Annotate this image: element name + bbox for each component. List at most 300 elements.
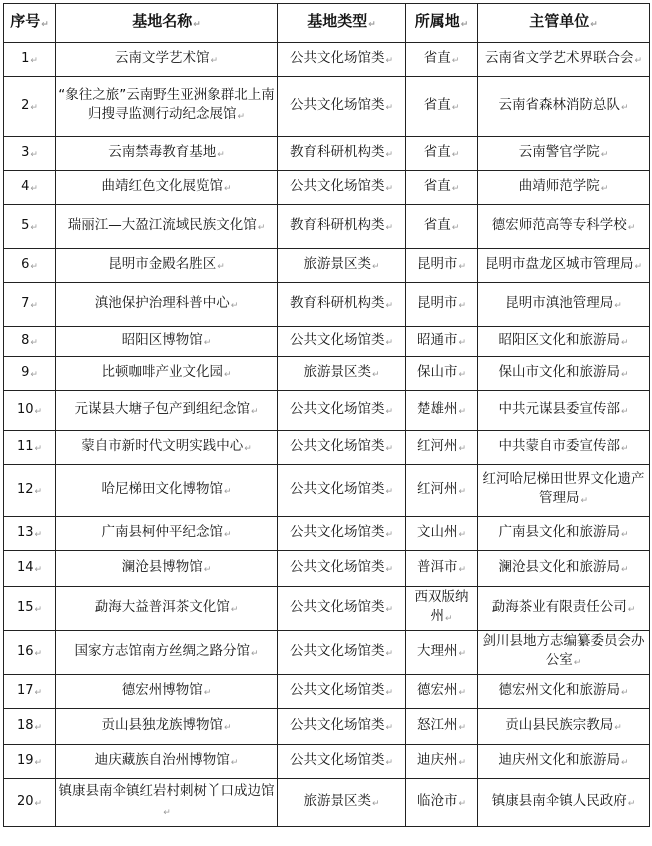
row-base-type-cell <box>278 77 406 137</box>
paragraph-mark: ↵ <box>458 486 467 497</box>
paragraph-mark: ↵ <box>458 261 467 272</box>
row-region-cell <box>406 779 478 827</box>
row-index-cell <box>4 675 56 709</box>
row-authority-text: 中共元谋县委宣传部 <box>498 400 620 417</box>
row-base-name-cell <box>56 631 278 675</box>
row-region-cell <box>406 631 478 675</box>
row-base-type-text: 公共文化场馆类 <box>289 751 385 768</box>
row-base-type-text: 教育科研机构类 <box>289 143 385 160</box>
paragraph-mark: ↵ <box>620 337 629 348</box>
row-region-cell <box>406 709 478 745</box>
paragraph-mark: ↵ <box>614 722 622 733</box>
row-base-name-text: 镇康县南伞镇红岩村刺树丫口成边馆 <box>58 783 275 799</box>
row-base-type-text: 公共文化场馆类 <box>289 558 385 575</box>
row-index-text: 19 <box>16 752 34 768</box>
paragraph-mark: ↵ <box>385 722 394 733</box>
paragraph-mark: ↵ <box>444 614 453 624</box>
row-base-name-cell <box>56 517 278 551</box>
row-region-cell <box>406 205 478 249</box>
row-index-text: 2 <box>21 97 30 113</box>
row-base-type-cell <box>278 745 406 779</box>
table-row <box>4 171 650 205</box>
paragraph-mark: ↵ <box>30 261 38 272</box>
row-region-text: 省直 <box>423 49 451 66</box>
row-region-text: 省直 <box>423 143 451 160</box>
row-region-text: 德宏州 <box>416 681 458 698</box>
row-authority-cell <box>478 43 650 77</box>
row-authority-cell <box>478 779 650 827</box>
row-authority-cell <box>478 675 650 709</box>
row-base-name-text: 国家方志馆南方丝绸之路分馆 <box>74 642 250 659</box>
table-row <box>4 249 650 283</box>
row-region-text: 西双版纳州 <box>414 589 469 624</box>
paragraph-mark: ↵ <box>385 102 394 113</box>
row-index-text: 18 <box>16 717 34 733</box>
paragraph-mark: ↵ <box>217 261 225 272</box>
row-authority-cell <box>478 77 650 137</box>
row-base-name-cell <box>56 675 278 709</box>
row-index-text: 6 <box>21 256 30 272</box>
row-authority-cell <box>478 517 650 551</box>
row-base-type-text: 公共文化场馆类 <box>289 480 385 497</box>
row-index-text: 4 <box>21 178 30 194</box>
row-base-type-cell <box>278 779 406 827</box>
row-index-cell <box>4 465 56 517</box>
row-index-cell <box>4 709 56 745</box>
row-authority-text: 昭阳区文化和旅游局 <box>498 331 620 348</box>
row-authority-cell <box>478 745 650 779</box>
row-authority-text: 昆明市盘龙区城市管理局 <box>484 255 634 272</box>
row-index-cell <box>4 631 56 675</box>
row-base-name-cell <box>56 283 278 327</box>
paragraph-mark: ↵ <box>223 722 232 733</box>
row-base-type-text: 公共文化场馆类 <box>289 49 385 66</box>
document-table-container <box>3 3 650 827</box>
row-region-cell <box>406 171 478 205</box>
paragraph-mark: ↵ <box>458 443 467 454</box>
paragraph-mark: ↵ <box>34 798 43 809</box>
table-row <box>4 709 650 745</box>
paragraph-mark: ↵ <box>385 443 394 454</box>
paragraph-mark: ↵ <box>614 300 622 311</box>
row-base-name-cell <box>56 357 278 391</box>
row-index-text: 20 <box>16 793 34 809</box>
row-base-type-cell <box>278 709 406 745</box>
paragraph-mark: ↵ <box>203 337 212 348</box>
paragraph-mark: ↵ <box>30 149 38 160</box>
row-base-type-text: 公共文化场馆类 <box>289 642 385 659</box>
row-base-name-cell <box>56 327 278 357</box>
row-region-cell <box>406 283 478 327</box>
row-base-type-cell <box>278 587 406 631</box>
paragraph-mark: ↵ <box>458 406 467 417</box>
row-region-text: 红河州 <box>416 437 458 454</box>
row-base-type-cell <box>278 465 406 517</box>
paragraph-mark: ↵ <box>451 55 460 66</box>
row-index-cell <box>4 249 56 283</box>
paragraph-mark: ↵ <box>385 183 394 194</box>
row-base-type-cell <box>278 205 406 249</box>
row-base-type-text: 公共文化场馆类 <box>289 331 385 348</box>
paragraph-mark: ↵ <box>600 183 609 194</box>
row-authority-cell <box>478 249 650 283</box>
row-authority-text: 勐海茶业有限责任公司 <box>491 598 627 615</box>
row-authority-cell <box>478 587 650 631</box>
paragraph-mark: ↵ <box>34 687 43 698</box>
row-index-cell <box>4 327 56 357</box>
row-index-cell <box>4 43 56 77</box>
paragraph-mark: ↵ <box>385 564 394 575</box>
row-base-name-text: 曲靖红色文化展览馆 <box>101 177 223 194</box>
row-base-name-text: 元谋县大塘子包产到组纪念馆 <box>74 400 250 417</box>
row-base-type-text: 教育科研机构类 <box>289 294 385 311</box>
row-authority-cell <box>478 283 650 327</box>
row-authority-text: 广南县文化和旅游局 <box>498 523 620 540</box>
row-index-cell <box>4 551 56 587</box>
paragraph-mark: ↵ <box>244 443 252 454</box>
row-base-name-text: 云南文学艺术馆 <box>114 49 210 66</box>
paragraph-mark: ↵ <box>203 687 212 698</box>
row-index-cell <box>4 745 56 779</box>
row-base-type-cell <box>278 431 406 465</box>
row-region-cell <box>406 551 478 587</box>
row-index-text: 9 <box>21 364 30 380</box>
row-index-cell <box>4 517 56 551</box>
row-region-text: 楚雄州 <box>416 400 458 417</box>
row-base-type-text: 旅游景区类 <box>303 363 371 380</box>
paragraph-mark: ↵ <box>230 604 239 615</box>
row-index-text: 5 <box>21 217 30 233</box>
paragraph-mark: ↵ <box>30 55 38 66</box>
table-row <box>4 675 650 709</box>
row-region-text: 文山州 <box>416 523 458 540</box>
paragraph-mark: ↵ <box>385 757 394 768</box>
paragraph-mark: ↵ <box>371 261 380 272</box>
table-row <box>4 43 650 77</box>
row-authority-text: 保山市文化和旅游局 <box>498 363 620 380</box>
row-base-type-text: 旅游景区类 <box>303 792 371 809</box>
paragraph-mark: ↵ <box>230 300 239 311</box>
paragraph-mark: ↵ <box>458 687 467 698</box>
paragraph-mark: ↵ <box>458 648 467 659</box>
table-row <box>4 517 650 551</box>
table-row <box>4 587 650 631</box>
row-authority-cell <box>478 205 650 249</box>
table-row <box>4 283 650 327</box>
paragraph-mark: ↵ <box>34 529 43 540</box>
paragraph-mark: ↵ <box>451 222 460 233</box>
table-row <box>4 327 650 357</box>
table-row <box>4 431 650 465</box>
row-region-cell <box>406 517 478 551</box>
row-base-name-text: 广南县柯仲平纪念馆 <box>101 523 223 540</box>
header-index: 序号↵ <box>4 4 56 43</box>
paragraph-mark: ↵ <box>620 443 629 454</box>
row-region-text: 大理州 <box>416 642 458 659</box>
paragraph-mark: ↵ <box>600 149 609 160</box>
paragraph-mark: ↵ <box>385 687 394 698</box>
row-base-name-cell <box>56 551 278 587</box>
row-region-text: 红河州 <box>416 480 458 497</box>
row-authority-cell <box>478 391 650 431</box>
paragraph-mark: ↵ <box>458 529 467 540</box>
row-base-type-cell <box>278 171 406 205</box>
row-base-name-text: 云南禁毒教育基地 <box>108 143 217 160</box>
row-base-name-text: 德宏州博物馆 <box>121 681 203 698</box>
row-base-name-cell <box>56 205 278 249</box>
row-region-cell <box>406 43 478 77</box>
row-index-cell <box>4 357 56 391</box>
table-row <box>4 779 650 827</box>
paragraph-mark: ↵ <box>34 564 43 575</box>
row-authority-text: 德宏州文化和旅游局 <box>498 681 620 698</box>
row-region-text: 昆明市 <box>416 294 458 311</box>
row-base-name-cell <box>56 137 278 171</box>
paragraph-mark: ↵ <box>34 486 43 497</box>
header-base-name: 基地名称↵ <box>56 4 278 43</box>
row-base-name-text: 迪庆藏族自治州博物馆 <box>94 751 230 768</box>
table-row <box>4 357 650 391</box>
paragraph-mark: ↵ <box>30 102 38 113</box>
paragraph-mark: ↵ <box>451 149 460 160</box>
paragraph-mark: ↵ <box>223 486 232 497</box>
row-base-name-cell <box>56 745 278 779</box>
row-authority-text: 澜沧县文化和旅游局 <box>498 558 620 575</box>
row-base-name-cell <box>56 587 278 631</box>
row-base-name-text: 昆明市金殿名胜区 <box>108 255 217 272</box>
row-base-name-cell <box>56 465 278 517</box>
paragraph-mark: ↵ <box>30 300 38 311</box>
paragraph-mark: ↵ <box>30 183 38 194</box>
row-base-name-text: 哈尼梯田文化博物馆 <box>101 480 223 497</box>
header-authority: 主管单位↵ <box>478 4 650 43</box>
paragraph-mark: ↵ <box>203 564 212 575</box>
row-region-cell <box>406 675 478 709</box>
paragraph-mark: ↵ <box>210 55 219 66</box>
row-region-cell <box>406 745 478 779</box>
paragraph-mark: ↵ <box>385 604 394 615</box>
paragraph-mark: ↵ <box>451 183 460 194</box>
paragraph-mark: ↵ <box>250 406 259 417</box>
header-region: 所属地↵ <box>406 4 478 43</box>
row-authority-cell <box>478 431 650 465</box>
row-base-name-text: 昭阳区博物馆 <box>121 331 203 348</box>
row-base-type-text: 教育科研机构类 <box>289 216 385 233</box>
paragraph-mark: ↵ <box>34 604 43 615</box>
paragraph-mark: ↵ <box>458 757 467 768</box>
row-region-cell <box>406 587 478 631</box>
row-authority-cell <box>478 631 650 675</box>
row-base-type-text: 公共文化场馆类 <box>289 177 385 194</box>
row-region-cell <box>406 465 478 517</box>
row-base-type-cell <box>278 551 406 587</box>
paragraph-mark: ↵ <box>34 722 43 733</box>
row-base-name-cell <box>56 779 278 827</box>
row-base-type-cell <box>278 283 406 327</box>
row-authority-cell <box>478 137 650 171</box>
row-region-text: 昆明市 <box>416 255 458 272</box>
header-base-type: 基地类型↵ <box>278 4 406 43</box>
paragraph-mark: ↵ <box>458 798 467 809</box>
paragraph-mark: ↵ <box>257 222 266 233</box>
row-region-text: 保山市 <box>416 363 458 380</box>
row-base-type-cell <box>278 43 406 77</box>
paragraph-mark: ↵ <box>385 55 394 66</box>
paragraph-mark: ↵ <box>458 564 467 575</box>
row-region-text: 省直 <box>423 96 451 113</box>
paragraph-mark: ↵ <box>620 369 629 380</box>
row-authority-text: 德宏师范高等专科学校 <box>491 216 627 233</box>
paragraph-mark: ↵ <box>34 648 43 659</box>
paragraph-mark: ↵ <box>620 102 629 113</box>
paragraph-mark: ↵ <box>634 261 643 272</box>
row-region-cell <box>406 249 478 283</box>
paragraph-mark: ↵ <box>223 183 232 194</box>
paragraph-mark: ↵ <box>385 529 394 540</box>
table-row <box>4 745 650 779</box>
row-authority-cell <box>478 327 650 357</box>
row-index-text: 13 <box>16 524 34 540</box>
paragraph-mark: ↵ <box>217 149 225 160</box>
row-index-text: 12 <box>16 481 34 497</box>
paragraph-mark: ↵ <box>34 443 43 454</box>
row-region-text: 怒江州 <box>416 716 458 733</box>
table-row <box>4 551 650 587</box>
paragraph-mark: ↵ <box>620 564 629 575</box>
row-authority-text: 剑川县地方志编纂委员会办公室 <box>482 633 645 668</box>
table-body <box>4 43 650 827</box>
paragraph-mark: ↵ <box>620 757 629 768</box>
row-base-type-cell <box>278 675 406 709</box>
paragraph-mark: ↵ <box>385 300 394 311</box>
paragraph-mark: ↵ <box>385 486 394 497</box>
paragraph-mark: ↵ <box>627 604 636 615</box>
table-row <box>4 391 650 431</box>
row-index-text: 15 <box>16 599 34 615</box>
paragraph-mark: ↵ <box>458 300 467 311</box>
row-base-name-text: “象往之旅”云南野生亚洲象群北上南归搜寻监测行动纪念展馆 <box>58 87 275 122</box>
row-authority-cell <box>478 551 650 587</box>
row-region-text: 昭通市 <box>416 331 458 348</box>
row-region-text: 普洱市 <box>416 558 458 575</box>
paragraph-mark: ↵ <box>634 55 643 66</box>
table-header-row <box>4 4 650 43</box>
row-base-type-text: 公共文化场馆类 <box>289 523 385 540</box>
paragraph-mark: ↵ <box>30 369 38 380</box>
row-index-cell <box>4 77 56 137</box>
row-index-text: 3 <box>21 144 30 160</box>
paragraph-mark: ↵ <box>30 337 38 348</box>
paragraph-mark: ↵ <box>458 722 467 733</box>
paragraph-mark: ↵ <box>451 102 460 113</box>
row-index-cell <box>4 391 56 431</box>
row-index-text: 17 <box>16 682 34 698</box>
row-base-name-text: 贡山县独龙族博物馆 <box>101 716 223 733</box>
paragraph-mark: ↵ <box>223 369 232 380</box>
row-index-text: 1 <box>21 50 30 66</box>
row-base-type-cell <box>278 327 406 357</box>
paragraph-mark: ↵ <box>385 406 394 417</box>
paragraph-mark: ↵ <box>34 757 43 768</box>
row-base-type-cell <box>278 517 406 551</box>
row-base-type-text: 公共文化场馆类 <box>289 96 385 113</box>
row-authority-cell <box>478 357 650 391</box>
row-region-text: 临沧市 <box>416 792 458 809</box>
row-index-text: 7 <box>21 295 30 311</box>
paragraph-mark: ↵ <box>250 648 259 659</box>
row-index-cell <box>4 431 56 465</box>
row-authority-text: 曲靖师范学院 <box>518 177 600 194</box>
paragraph-mark: ↵ <box>627 798 636 809</box>
paragraph-mark: ↵ <box>385 222 394 233</box>
row-base-name-text: 瑞丽江—大盈江流域民族文化馆 <box>67 216 257 233</box>
paragraph-mark: ↵ <box>34 406 43 417</box>
row-index-text: 11 <box>16 438 34 454</box>
paragraph-mark: ↵ <box>627 222 636 233</box>
paragraph-mark: ↵ <box>458 337 467 348</box>
row-authority-text: 迪庆州文化和旅游局 <box>498 751 620 768</box>
row-authority-text: 贡山县民族宗教局 <box>505 716 614 733</box>
row-base-type-text: 公共文化场馆类 <box>289 400 385 417</box>
row-region-cell <box>406 431 478 465</box>
row-index-cell <box>4 587 56 631</box>
row-index-text: 8 <box>21 332 30 348</box>
row-region-cell <box>406 137 478 171</box>
row-base-name-cell <box>56 431 278 465</box>
paragraph-mark: ↵ <box>385 337 394 348</box>
row-region-cell <box>406 77 478 137</box>
paragraph-mark: ↵ <box>371 369 380 380</box>
row-base-type-text: 公共文化场馆类 <box>289 681 385 698</box>
paragraph-mark: ↵ <box>230 757 239 768</box>
row-index-cell <box>4 137 56 171</box>
row-base-type-cell <box>278 631 406 675</box>
row-base-name-text: 蒙自市新时代文明实践中心 <box>81 437 244 454</box>
row-base-name-cell <box>56 171 278 205</box>
table-row <box>4 631 650 675</box>
education-base-table <box>3 3 650 827</box>
row-region-text: 迪庆州 <box>416 751 458 768</box>
row-base-name-cell <box>56 43 278 77</box>
row-authority-cell <box>478 465 650 517</box>
row-authority-cell <box>478 171 650 205</box>
paragraph-mark: ↵ <box>458 369 467 380</box>
paragraph-mark: ↵ <box>573 658 582 668</box>
row-region-text: 省直 <box>423 216 451 233</box>
row-authority-text: 镇康县南伞镇人民政府 <box>491 792 627 809</box>
row-base-name-cell <box>56 391 278 431</box>
paragraph-mark: ↵ <box>620 687 629 698</box>
row-authority-text: 云南省文学艺术界联合会 <box>484 49 634 66</box>
row-base-type-text: 公共文化场馆类 <box>289 437 385 454</box>
row-base-name-cell <box>56 709 278 745</box>
row-region-cell <box>406 327 478 357</box>
table-row <box>4 205 650 249</box>
row-base-name-text: 勐海大益普洱茶文化馆 <box>94 598 230 615</box>
row-index-cell <box>4 171 56 205</box>
row-region-cell <box>406 391 478 431</box>
row-index-text: 14 <box>16 559 34 575</box>
paragraph-mark: ↵ <box>385 149 394 160</box>
row-base-name-text: 比顿咖啡产业文化园 <box>101 363 223 380</box>
row-index-cell <box>4 283 56 327</box>
paragraph-mark: ↵ <box>237 112 246 122</box>
row-authority-text: 中共蒙自市委宣传部 <box>498 437 620 454</box>
row-region-text: 省直 <box>423 177 451 194</box>
table-row <box>4 137 650 171</box>
paragraph-mark: ↵ <box>620 406 629 417</box>
paragraph-mark: ↵ <box>223 529 232 540</box>
